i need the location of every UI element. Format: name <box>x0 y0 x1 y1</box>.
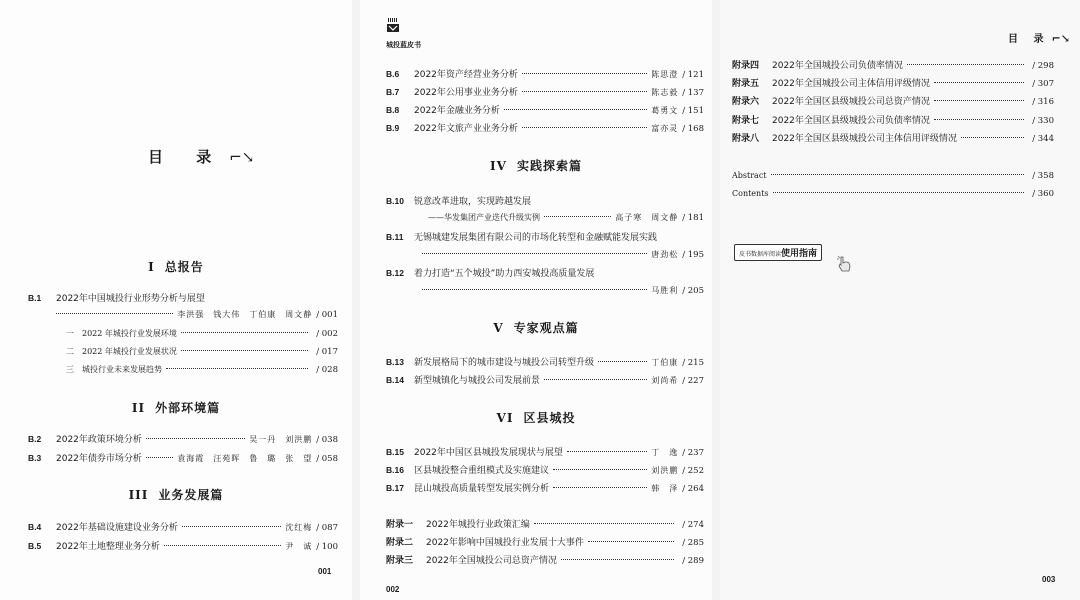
toc-entry-b17[interactable]: B.17 昆山城投高质量转型发展实例分析 韩 泽 / 264 <box>386 483 704 494</box>
toc-entry-contents[interactable]: Contents / 360 <box>732 189 1054 199</box>
section-heading-6: VI 区县城投 <box>496 411 576 425</box>
section-heading-3: III 业务发展篇 <box>128 488 224 502</box>
page-number: 001 <box>318 567 332 576</box>
toc-title: 目 录 ⌐↘ <box>148 148 255 166</box>
toc-appendix-5[interactable]: 附录五 2022年全国城投公司主体信用评级情况 / 307 <box>732 79 1054 89</box>
toc-entry-b12[interactable]: B.12 着力打造“五个城投”助力西安城投高质量发展 <box>386 268 595 279</box>
toc-entry-b8[interactable]: B.8 2022年金融业务分析 葛勇文 / 151 <box>386 105 704 116</box>
page-number: 002 <box>386 585 400 594</box>
bluebook-logo-icon <box>387 18 399 32</box>
toc-entry-abstract[interactable]: Abstract / 358 <box>732 171 1054 181</box>
section-heading-5: V 专家观点篇 <box>493 321 579 335</box>
toc-appendix-3[interactable]: 附录三 2022年全国城投公司总资产情况 / 289 <box>386 556 704 566</box>
toc-arrow-icon: ⌐↘ <box>1051 32 1070 45</box>
page-002 <box>360 0 712 600</box>
page-001 <box>0 0 352 600</box>
database-guide-button[interactable]: 皮书数据库阅读使用指南 <box>734 244 822 261</box>
toc-entry-b3[interactable]: B.3 2022年债券市场分析 袁海霞 汪苑晖 鲁 璐 张 望 / 058 <box>28 453 338 464</box>
toc-entry-b1-authors: 李洪强 钱大伟 丁伯康 周文静 / 001 <box>56 309 338 321</box>
toc-entry-b12-authors: 马胜利 / 205 <box>422 285 704 297</box>
toc-entry-b14[interactable]: B.14 新型城镇化与城投公司发展前景 刘尚希 / 227 <box>386 375 704 386</box>
toc-entry-b13[interactable]: B.13 新发展格局下的城市建设与城投公司转型升级 丁伯康 / 215 <box>386 357 704 368</box>
toc-sub-entry-2[interactable]: 二 2022 年城投行业发展状况 / 017 <box>66 347 338 357</box>
toc-appendix-1[interactable]: 附录一 2022年城投行业政策汇编 / 274 <box>386 520 704 530</box>
toc-entry-b11[interactable]: B.11 无锡城建发展集团有限公司的市场化转型和金融赋能发展实践 <box>386 232 658 243</box>
toc-appendix-4[interactable]: 附录四 2022年全国城投公司负债率情况 / 298 <box>732 61 1054 71</box>
toc-appendix-8[interactable]: 附录八 2022年全国区县级城投公司主体信用评级情况 / 344 <box>732 134 1054 144</box>
toc-entry-b9[interactable]: B.9 2022年文旅产业业务分析 富亦灵 / 168 <box>386 123 704 134</box>
toc-appendix-2[interactable]: 附录二 2022年影响中国城投行业发展十大事件 / 285 <box>386 538 704 548</box>
toc-entry-b4[interactable]: B.4 2022年基础设施建设业务分析 沈红梅 / 087 <box>28 522 338 533</box>
section-heading-2: II 外部环境篇 <box>131 401 221 415</box>
section-heading-4: IV 实践探索篇 <box>490 159 582 173</box>
toc-entry-b2[interactable]: B.2 2022年政策环境分析 吴一丹 刘洪鹏 / 038 <box>28 434 338 445</box>
toc-entry-b10[interactable]: B.10 锐意改革进取，实现跨越发展 <box>386 196 532 207</box>
toc-appendix-6[interactable]: 附录六 2022年全国区县级城投公司总资产情况 / 316 <box>732 97 1054 107</box>
toc-entry-b15[interactable]: B.15 2022年中国区县城投发展现状与展望 丁 逸 / 237 <box>386 447 704 458</box>
toc-appendix-7[interactable]: 附录七 2022年全国区县级城投公司负债率情况 / 330 <box>732 116 1054 126</box>
page-number: 003 <box>1042 575 1056 584</box>
toc-title: 目 录 ⌐↘ <box>1008 32 1070 45</box>
toc-entry-b1[interactable]: B.1 2022年中国城投行业形势分析与展望 <box>28 293 205 304</box>
pointing-hand-icon <box>836 255 852 273</box>
toc-entry-b5[interactable]: B.5 2022年土地整理业务分析 尹 诚 / 100 <box>28 541 338 552</box>
toc-arrow-icon: ⌐↘ <box>229 148 255 166</box>
toc-sub-entry-1[interactable]: 一 2022 年城投行业发展环境 / 002 <box>66 329 338 339</box>
toc-entry-b11-authors: 唐劲松 / 195 <box>422 249 704 261</box>
toc-entry-b16[interactable]: B.16 区县城投整合重组模式及实施建议 刘洪鹏 / 252 <box>386 465 704 476</box>
toc-entry-b7[interactable]: B.7 2022年公用事业业务分析 陈志毅 / 137 <box>386 87 704 98</box>
toc-entry-b6[interactable]: B.6 2022年资产经营业务分析 陈思澄 / 121 <box>386 69 704 80</box>
page-003 <box>720 0 1080 600</box>
section-heading-1: I 总报告 <box>148 260 204 274</box>
toc-sub-entry-3[interactable]: 三 城投行业未来发展趋势 / 028 <box>66 365 338 375</box>
brand-label: 城投蓝皮书 <box>386 41 421 49</box>
toc-entry-b10-subtitle: ——华发集团产业迭代升级实例 高子寒 周文静 / 181 <box>428 213 704 223</box>
